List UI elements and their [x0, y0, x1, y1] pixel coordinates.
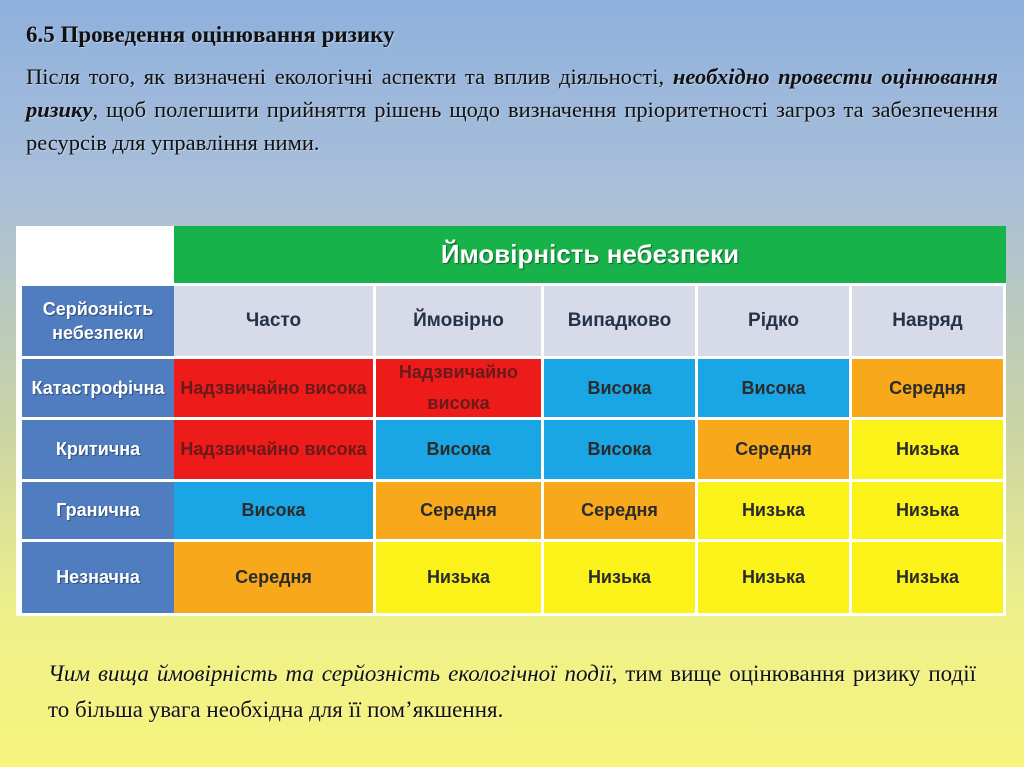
column-header: Ймовірно [376, 286, 544, 356]
row-header: Катастрофічна [22, 359, 174, 420]
risk-cell: Середня [544, 482, 698, 542]
risk-matrix [16, 226, 1006, 616]
risk-cell: Низька [698, 482, 852, 542]
risk-cell: Висока [544, 420, 698, 482]
severity-header [22, 286, 174, 356]
summary-text: , тим вище оцінювання ризику події то більша увага необхідна для її пом’якшення. [48, 661, 976, 722]
risk-cell: Низька [376, 542, 544, 616]
intro-text-part1: Після того, як визначені екологічні аспекти та вплив діяльності, [26, 64, 673, 89]
row-header: Гранична [22, 482, 174, 542]
severity-header-line2: небезпеки [52, 323, 144, 343]
severity-header-line1: Серйозність [42, 299, 154, 319]
risk-cell: Середня [852, 359, 1006, 420]
risk-cell: Висока [698, 359, 852, 420]
risk-cell: Висока [544, 359, 698, 420]
column-header: Випадково [544, 286, 698, 356]
intro-paragraph [26, 60, 998, 159]
risk-cell: Надзвичайно висока [376, 359, 544, 420]
risk-cell: Середня [376, 482, 544, 542]
row-header: Незначна [22, 542, 174, 616]
probability-header: Ймовірність небезпеки [174, 226, 1006, 283]
risk-cell: Середня [174, 542, 376, 616]
summary-emphasis: Чим вища ймовірність та серйозність екологічної події [48, 661, 612, 686]
risk-cell: Середня [698, 420, 852, 482]
risk-cell: Надзвичайно висока [174, 359, 376, 420]
intro-emphasis: необхідно провести оцінювання ризику [26, 64, 999, 122]
intro-text-part2: , щоб полегшити прийняття рішень щодо визначення пріоритетності загроз та забезпечення ресурсів для управління ними. [26, 97, 998, 155]
summary-paragraph [48, 656, 976, 728]
column-header: Рідко [698, 286, 852, 356]
slide-title: 6.5 Проведення оцінювання ризику [26, 22, 395, 47]
risk-cell: Висока [376, 420, 544, 482]
risk-cell: Низька [852, 482, 1006, 542]
risk-cell: Низька [544, 542, 698, 616]
risk-cell: Низька [852, 420, 1006, 482]
risk-cell: Низька [698, 542, 852, 616]
row-header: Критична [22, 420, 174, 482]
risk-cell: Висока [174, 482, 376, 542]
column-header: Часто [174, 286, 376, 356]
risk-cell: Низька [852, 542, 1006, 616]
column-header: Навряд [852, 286, 1006, 356]
risk-cell: Надзвичайно висока [174, 420, 376, 482]
